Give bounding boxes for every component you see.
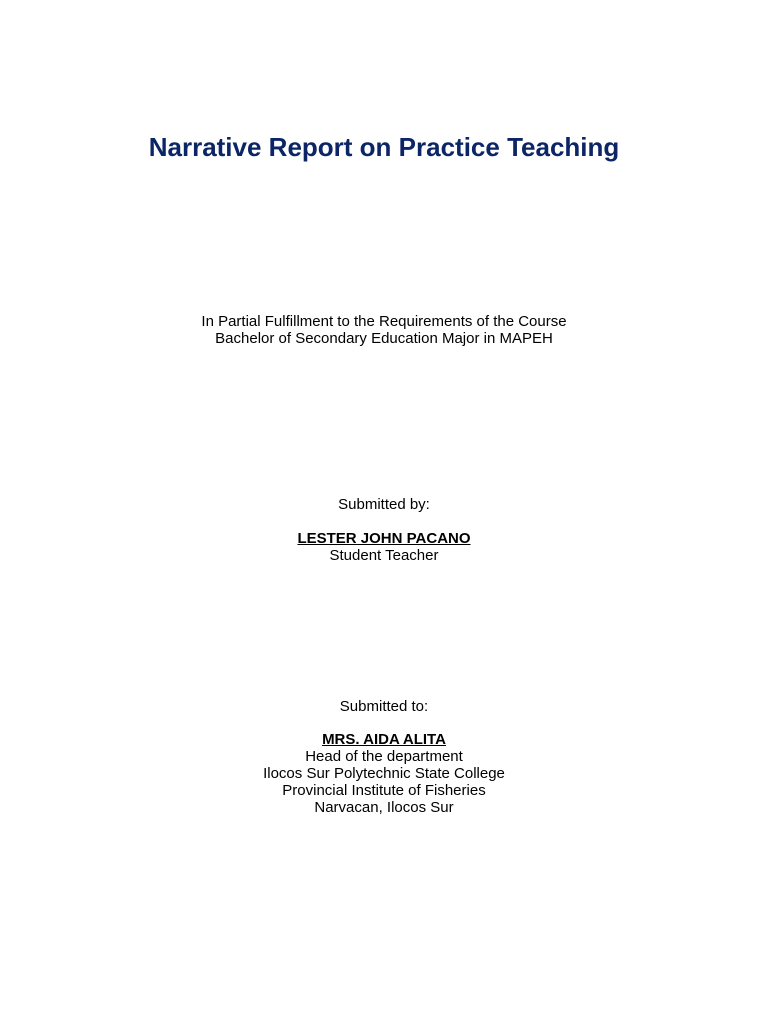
fulfillment-line-1: In Partial Fulfillment to the Requirements of the Course — [201, 313, 567, 330]
student-role: Student Teacher — [329, 547, 439, 564]
fulfillment-line-2: Bachelor of Secondary Education Major in MAPEH — [215, 330, 553, 347]
recipient-name: MRS. AIDA ALITA — [322, 731, 446, 748]
recipient-location: Narvacan, Ilocos Sur — [314, 799, 454, 816]
recipient-position: Head of the department — [305, 748, 463, 765]
recipient-institution: Ilocos Sur Polytechnic State College — [263, 765, 505, 782]
submitted-by-label: Submitted by: — [338, 496, 430, 513]
submitted-to-label: Submitted to: — [339, 698, 429, 715]
student-name: LESTER JOHN PACANO — [297, 530, 471, 547]
recipient-campus: Provincial Institute of Fisheries — [282, 782, 486, 799]
document-title: Narrative Report on Practice Teaching — [148, 132, 620, 162]
